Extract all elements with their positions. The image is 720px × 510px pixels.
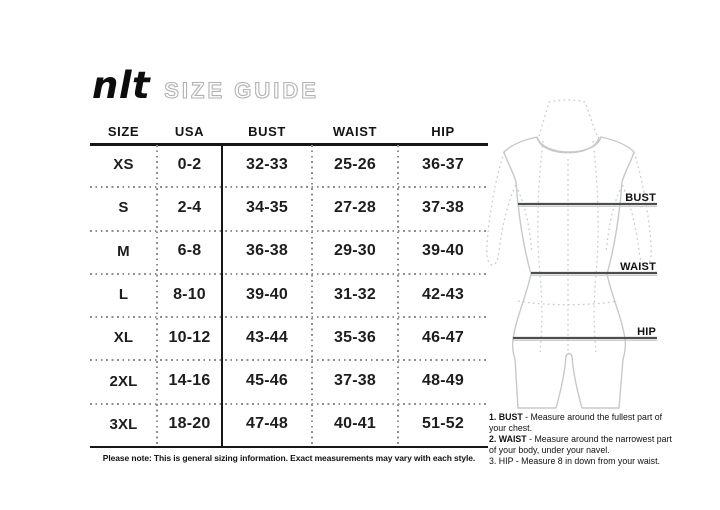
measurement-cell: 48-49 (422, 372, 464, 390)
body-measurement-diagram (485, 95, 665, 417)
waist-label: WAIST (620, 261, 656, 273)
measurement-cell: 8-10 (173, 285, 206, 303)
brand-header (92, 66, 319, 106)
size-label-cell: S (118, 199, 129, 217)
measurement-cell: 36-38 (246, 242, 288, 260)
princess-seam-left (538, 141, 543, 352)
measurement-cell: 18-20 (168, 415, 211, 433)
instruction-item (489, 412, 675, 434)
size-label-cell: 3XL (109, 415, 138, 433)
princess-seam-right (593, 141, 598, 352)
size-label-cell: 2XL (109, 372, 138, 390)
measurement-cell: 10-12 (168, 328, 211, 346)
instruction-label: 3. HIP (489, 456, 514, 466)
measurement-cell: 39-40 (246, 285, 288, 303)
neck-outline (539, 100, 597, 136)
instruction-label: 1. BUST (489, 412, 523, 422)
measurement-cell: 0-2 (177, 155, 202, 173)
measurement-instructions (489, 412, 675, 467)
measurement-cell: 37-38 (334, 372, 376, 390)
size-label-cell: XL (113, 329, 134, 347)
size-label-cell: L (118, 286, 129, 304)
bust-label: BUST (625, 192, 656, 204)
measurement-cell: 31-32 (334, 285, 376, 303)
size-label-cell: XS (113, 156, 134, 174)
brand-logo: nlt (92, 64, 151, 107)
measurement-cell: 35-36 (334, 328, 376, 346)
measurement-cell: 40-41 (334, 415, 376, 433)
instruction-text: - Measure 8 in down from your waist. (513, 456, 660, 466)
measurement-cell: 32-33 (246, 155, 288, 173)
sizing-note: Please note: This is general sizing information. Exact measurements may vary with each style. (102, 453, 476, 463)
instruction-text: - Measure around the narrowest part of your body, under your navel. (489, 434, 672, 455)
measurement-cell: 42-43 (422, 285, 464, 303)
measurement-cell: 37-38 (422, 198, 464, 216)
measurement-cell: 45-46 (246, 372, 288, 390)
measurement-cell: 14-16 (168, 372, 211, 390)
measurement-cell: 51-52 (422, 415, 464, 433)
hip-yoke-line (518, 301, 618, 305)
size-table (90, 120, 488, 450)
measurement-cell: 36-37 (422, 155, 464, 173)
measurement-cell: 43-44 (246, 328, 288, 346)
collar-line (537, 137, 599, 153)
measurement-cell: 27-28 (334, 198, 376, 216)
column-header: HIP (431, 124, 455, 139)
measurement-cell: 47-48 (246, 415, 288, 433)
column-header: USA (174, 124, 205, 139)
column-header: SIZE (107, 124, 140, 139)
size-label-cell: M (117, 242, 130, 260)
measurement-cell: 25-26 (334, 155, 376, 173)
hip-label: HIP (637, 326, 656, 338)
size-table-grid (90, 120, 488, 450)
measurement-cell: 39-40 (422, 242, 464, 260)
instruction-text: - Measure around the fullest part of your chest. (489, 412, 663, 433)
column-header: WAIST (332, 124, 378, 139)
measurement-cell: 6-8 (177, 242, 202, 260)
instruction-item (489, 434, 675, 456)
measurement-cell: 2-4 (177, 198, 202, 216)
instruction-item (489, 456, 675, 467)
instruction-label: 2. WAIST (489, 434, 527, 444)
measurement-cell: 46-47 (422, 328, 464, 346)
measurement-cell: 34-35 (246, 198, 288, 216)
measurement-cell: 29-30 (334, 242, 376, 260)
page-title: SIZE GUIDE (164, 78, 319, 103)
column-header: BUST (248, 124, 286, 139)
